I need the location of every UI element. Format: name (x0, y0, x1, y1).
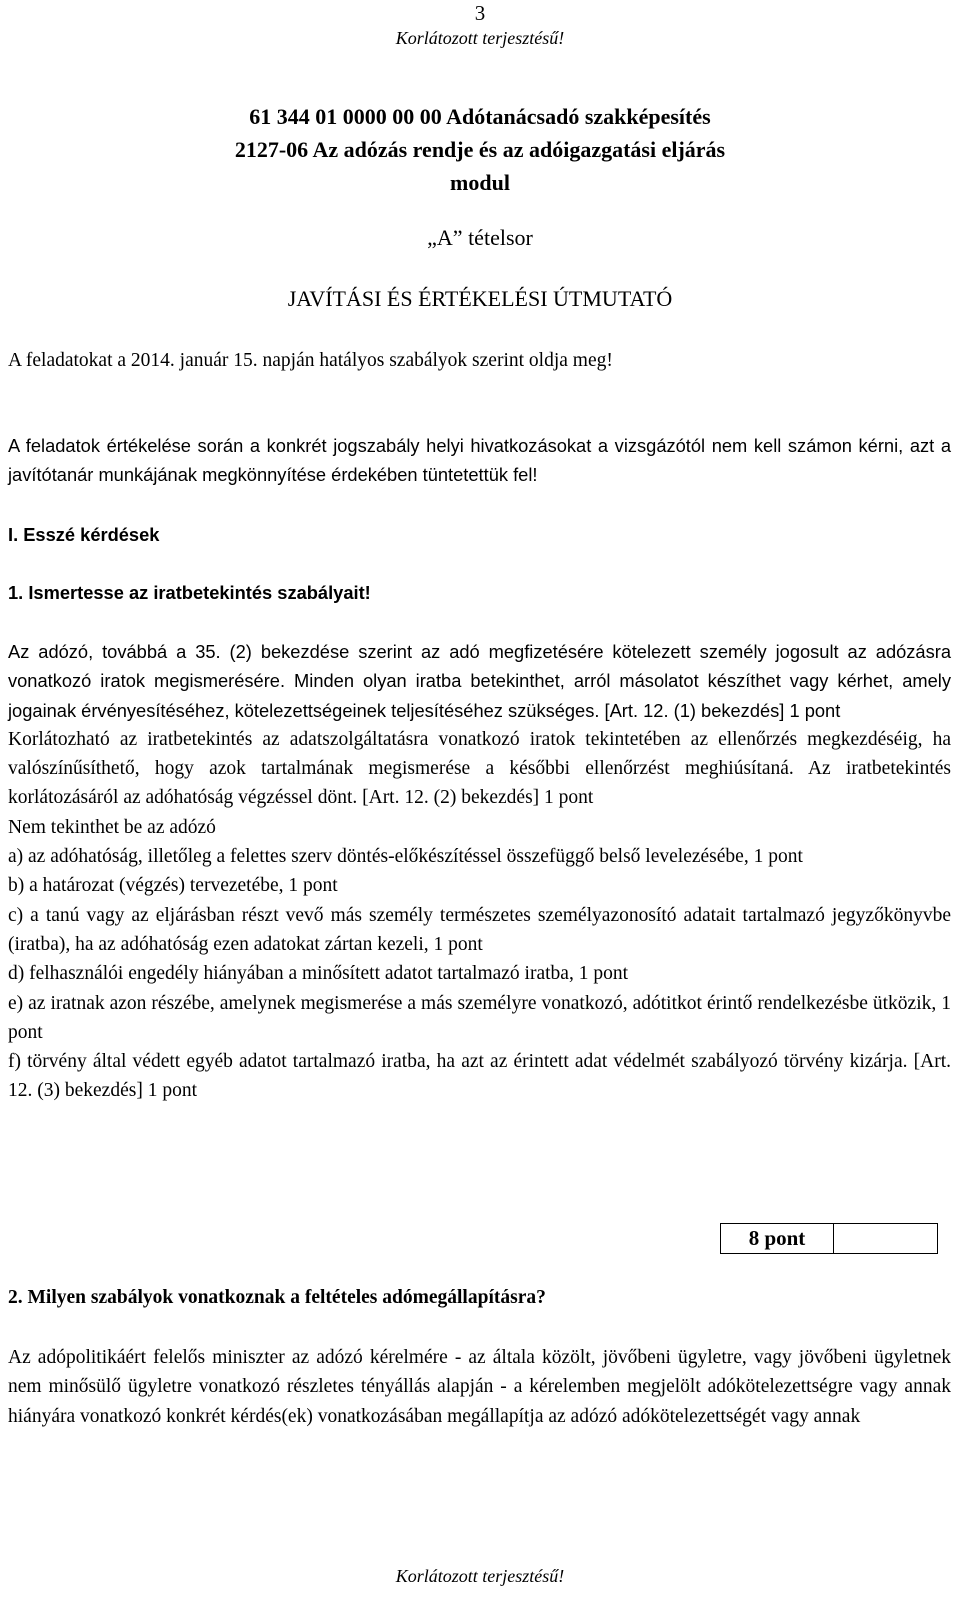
points-score-cell (834, 1224, 937, 1253)
guide-title: JAVÍTÁSI ÉS ÉRTÉKELÉSI ÚTMUTATÓ (287, 286, 673, 311)
title-line-2: 2127-06 Az adózás rendje és az adóigazgatási eljárás (234, 137, 726, 162)
footer-restricted-notice: Korlátozott terjesztésű! (395, 1566, 565, 1586)
list-item-a: a) az adóhatóság, illetőleg a felettes szerv döntés-előkészítéssel összefüggő belső levelezésébe, 1 pont (8, 846, 803, 868)
list-item-e: e) az iratnak azon részébe, amelynek megismerése a más személyre vonatkozó, adótitkot érintő rendelkezésbe ütközik, 1 pont (8, 992, 951, 1043)
points-value: 8 pont (721, 1224, 834, 1253)
answer-1-part-3: Korlátozható az iratbetekintés az adatszolgáltatásra vonatkozó iratok tekintetében az ellenőrzés megkezdéséig, ha valószínűsíthető, hogy azok tartalmának megismerése a későbbi ellenőrzést meghiúsítaná. Az iratbetekintés korlátozásáról az adóhatóság végzéssel dönt. [Art. 12. (2) bekezdés] 1 pont (8, 728, 951, 809)
answer-1-part-1: Az adózó, továbbá a 35. (2) bekezdése szerint az adó megfizetésére kötelezett személy jogosult az adózásra vonatkozó iratok megismerésére. (8, 641, 951, 692)
list-item-d: d) felhasználói engedély hiányában a minősített adatot tartalmazó iratba, 1 pont (8, 963, 628, 985)
tetelsor-label: „A” tételsor (427, 225, 533, 250)
page-number: 3 (474, 1, 486, 25)
answer-1-part-2: Minden olyan iratba betekinthet, arról másolatot készíthet vagy kérhet, amely jogainak érvényesítéséhez, kötelezettségeinek teljesítéséhez szükséges. [Art. 12. (1) bekezdés] 1 pont (8, 670, 951, 721)
title-line-1: 61 344 01 0000 00 00 Adótanácsadó szakképesítés (249, 104, 711, 129)
points-box (720, 1223, 938, 1254)
section-heading: I. Esszé kérdések (8, 524, 160, 545)
document-title (0, 100, 960, 199)
answer-2: Az adópolitikáért felelős miniszter az adózó kérelmére - az általa közölt, jövőbeni ügyletre, vagy jövőbeni ügyletnek nem minősülő ügyletre vonatkozó részletes tényállás alapján - a kérelemben megjelölt adókötelezettségre vagy annak hiányára vonatkozó konkrét kérdés(ek) vonatkozásában megállapítja az adózó adókötelezettségét vagy annak (8, 1347, 951, 1427)
title-line-3: modul (450, 170, 510, 195)
question-1: 1. Ismertesse az iratbetekintés szabályait! (8, 582, 371, 603)
answer-1-part-4: Nem tekinthet be az adózó (8, 816, 216, 838)
list-item-c: c) a tanú vagy az eljárásban részt vevő más személy természetes személyazonosító adatait tartalmazó jegyzőkönyvbe (iratba), ha az adóhatóság ezen adatokat zártan kezeli, 1 pont (8, 904, 951, 955)
list-item-f: f) törvény által védett egyéb adatot tartalmazó iratba, ha azt az érintett adat védelmét szabályozó törvény kizárja. [Art. 12. (3) bekezdés] 1 pont (8, 1051, 951, 1102)
question-2: 2. Milyen szabályok vonatkoznak a feltételes adómegállapításra? (8, 1287, 546, 1308)
header-restricted-notice: Korlátozott terjesztésű! (395, 28, 565, 48)
list-item-b: b) a határozat (végzés) tervezetébe, 1 pont (8, 875, 338, 897)
intro-line-1: A feladatokat a 2014. január 15. napján hatályos szabályok szerint oldja meg! (8, 350, 613, 371)
answer-1 (8, 637, 951, 1106)
intro-line-2: A feladatok értékelése során a konkrét jogszabály helyi hivatkozásokat a vizsgázótól nem kell számon kérni, azt a javítótanár munkájának megkönnyítése érdekében tüntetettük fel! (8, 435, 951, 486)
